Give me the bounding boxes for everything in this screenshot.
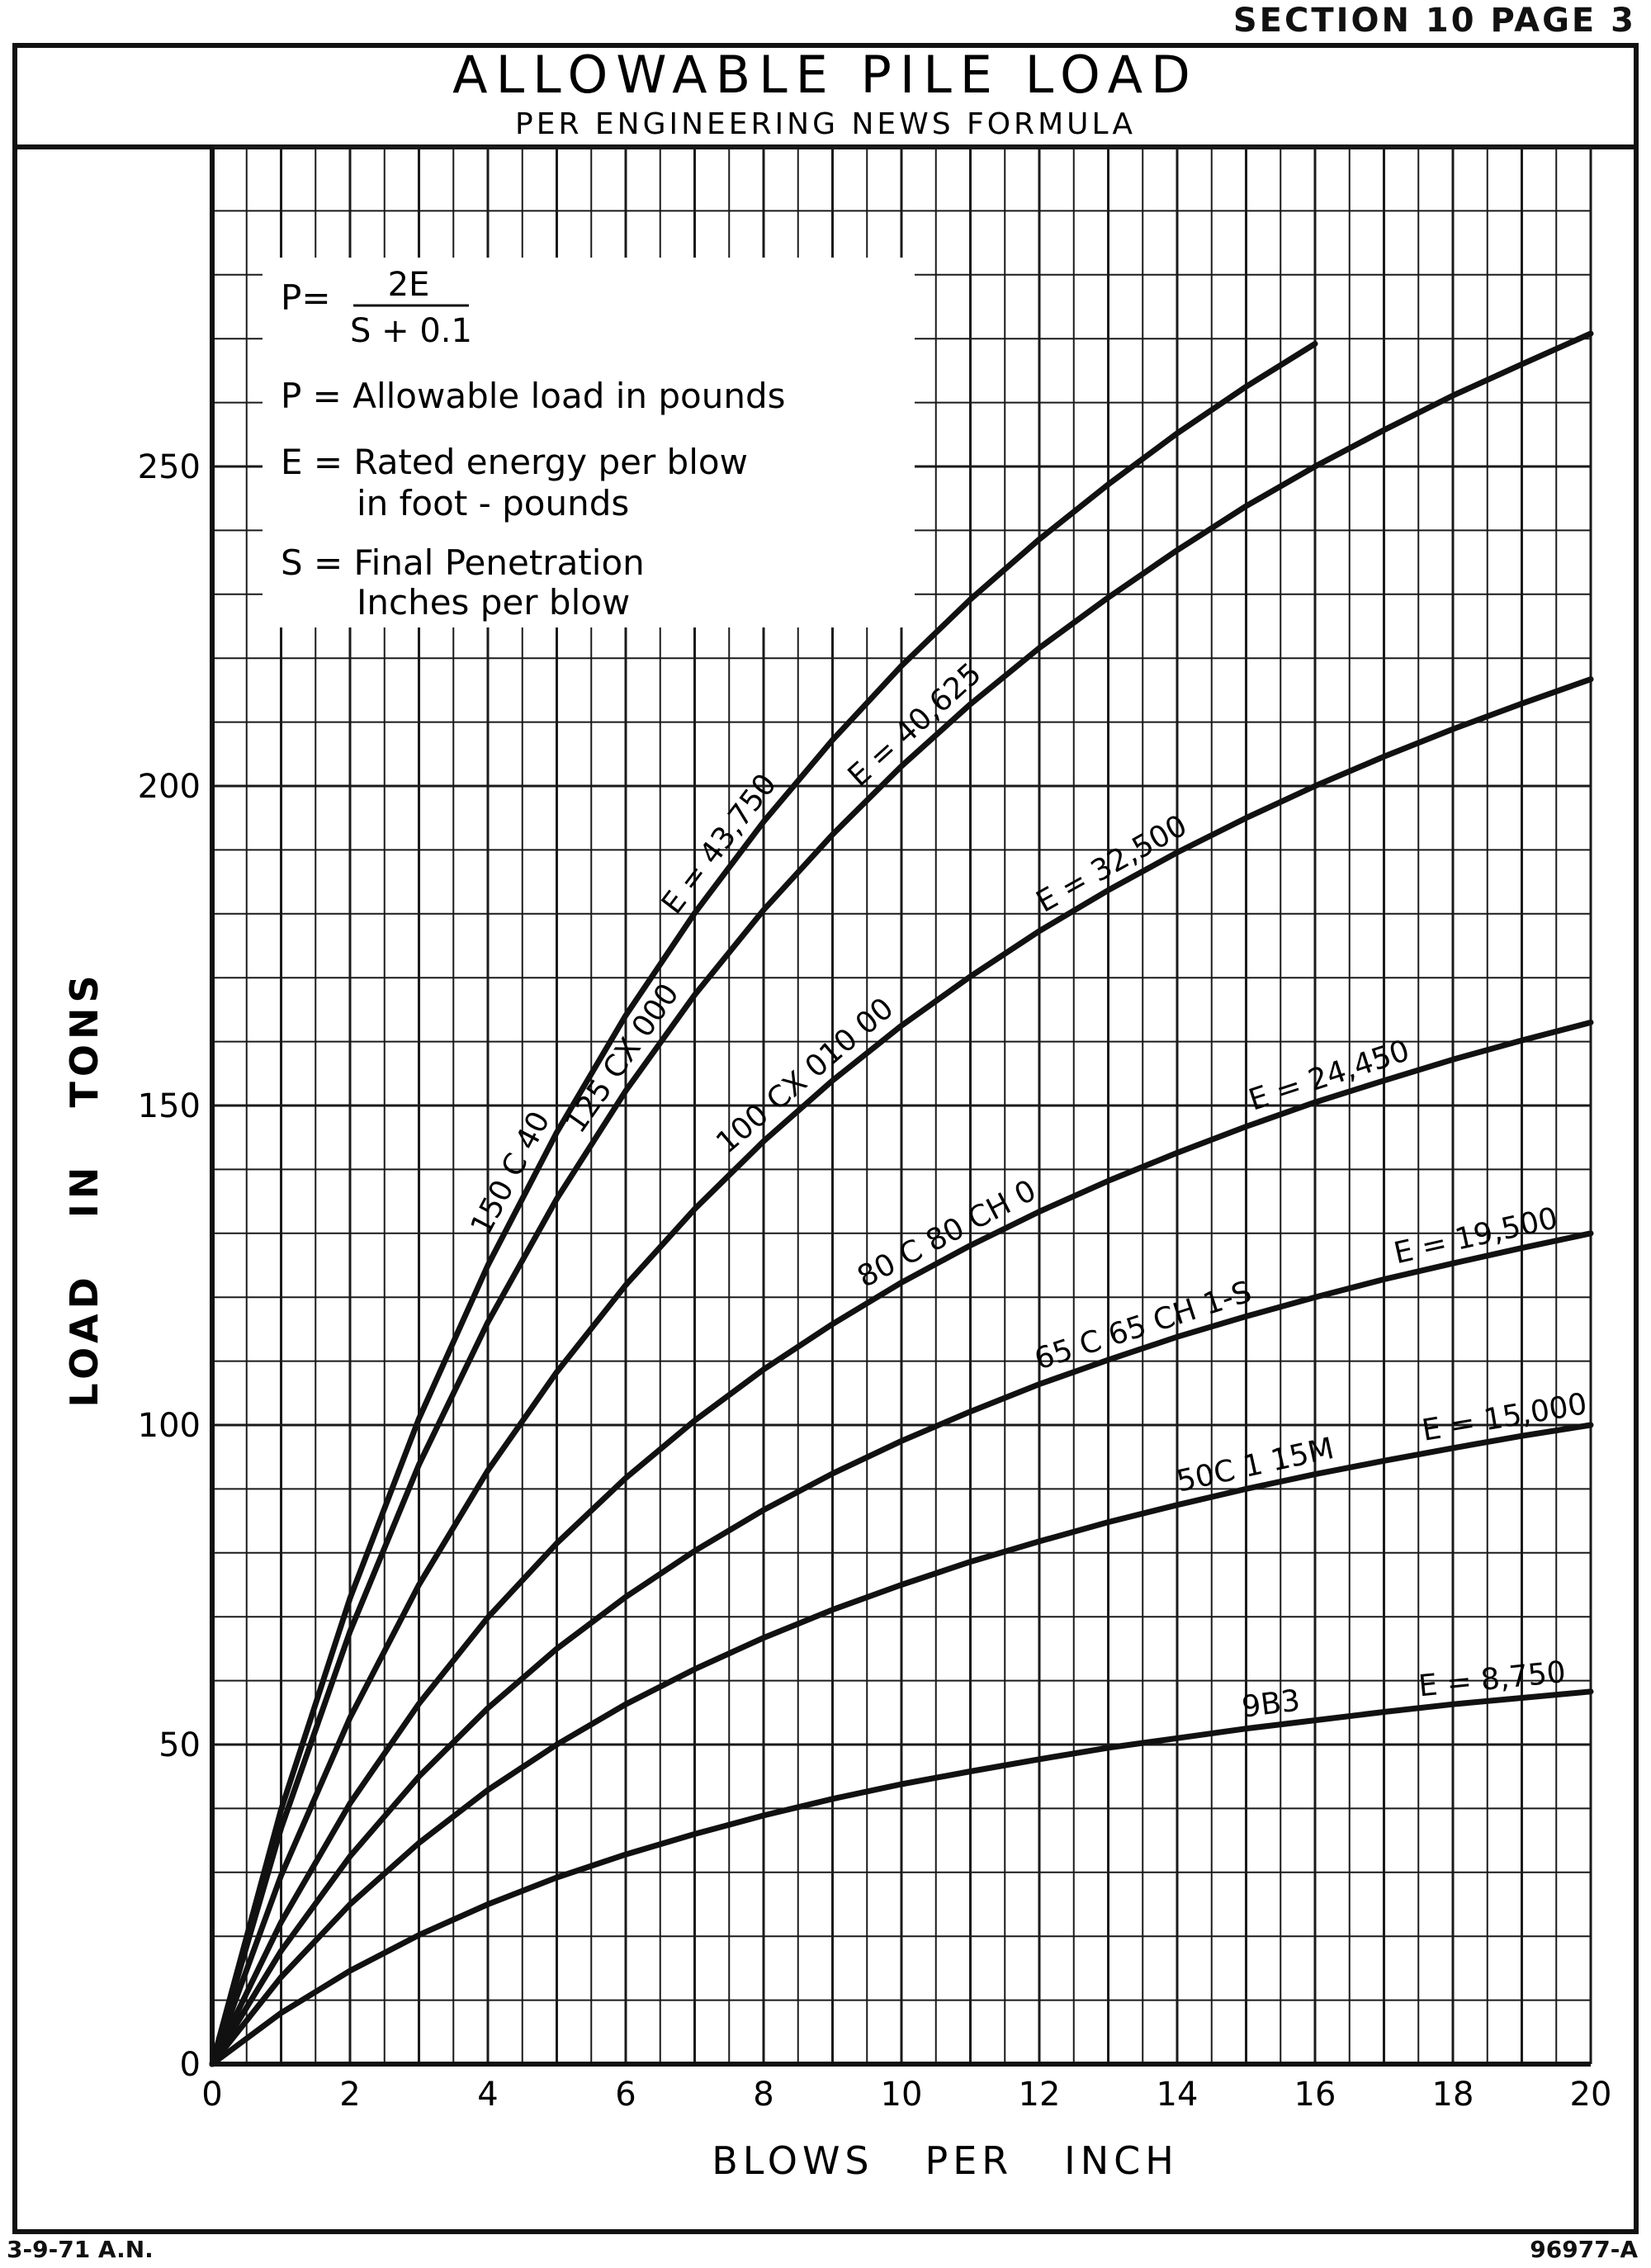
chart-title: ALLOWABLE PILE LOAD — [452, 45, 1199, 105]
y-axis-title: LOAD IN TONS — [62, 970, 106, 1408]
x-tick-label: 12 — [1018, 2076, 1061, 2114]
x-tick-label: 4 — [477, 2076, 499, 2114]
y-tick-label: 0 — [179, 2046, 201, 2084]
curve-model-label: 50C 1 15M — [1173, 1431, 1337, 1499]
y-tick-label: 200 — [137, 768, 201, 806]
x-tick-label: 20 — [1569, 2076, 1612, 2114]
x-axis-title: BLOWS PER INCH — [712, 2138, 1179, 2183]
formula-denominator: S + 0.1 — [350, 312, 472, 350]
x-tick-label: 6 — [615, 2076, 636, 2114]
curve-energy-label: E = 43,750 — [655, 767, 783, 921]
chart-subtitle: PER ENGINEERING NEWS FORMULA — [515, 107, 1136, 141]
footer-date: 3-9-71 A.N. — [7, 2236, 154, 2263]
curve-labels — [465, 656, 1590, 1725]
curve-energy-label: E = 8,750 — [1417, 1655, 1568, 1704]
curve-model-label: 125 CX 000 — [558, 978, 686, 1139]
y-tick-label: 250 — [137, 448, 201, 486]
x-tick-label: 8 — [753, 2076, 774, 2114]
section-page-label: SECTION 10 PAGE 3 — [1232, 2, 1636, 40]
curve-model-label: 150 C 40 — [464, 1106, 557, 1241]
formula-legend — [263, 258, 915, 627]
curve-energy-label: E = 32,500 — [1030, 808, 1193, 920]
curve-model-label: 80 C 80 CH 0 — [852, 1173, 1042, 1295]
curve-energy-label: E = 24,450 — [1244, 1034, 1414, 1118]
formula-numerator: 2E — [387, 266, 430, 304]
definition-s-line2: Inches per blow — [357, 582, 631, 623]
footer-drawing-number: 96977-A — [1530, 2236, 1638, 2263]
definition-s-line1: S = Final Penetration — [281, 542, 645, 583]
x-tick-label: 2 — [339, 2076, 361, 2114]
curve-model-label: 9B3 — [1240, 1683, 1303, 1725]
curve-energy-label: E = 15,000 — [1419, 1387, 1590, 1448]
x-tick-label: 10 — [880, 2076, 923, 2114]
curve-model-label: 100 CX 010 00 — [710, 991, 901, 1161]
x-tick-label: 18 — [1431, 2076, 1474, 2114]
definition-e-line1: E = Rated energy per blow — [281, 442, 748, 482]
x-tick-label: 0 — [201, 2076, 223, 2114]
definition-e-line2: in foot - pounds — [357, 483, 630, 523]
formula-p: P= — [281, 277, 331, 318]
curve-energy-label: E = 40,625 — [841, 656, 988, 793]
curve-energy-label: E = 19,500 — [1390, 1201, 1561, 1271]
y-tick-label: 100 — [137, 1407, 201, 1445]
definition-p: P = Allowable load in pounds — [281, 376, 786, 416]
y-tick-label: 50 — [158, 1726, 201, 1764]
y-tick-label: 150 — [137, 1087, 201, 1125]
x-tick-label: 16 — [1294, 2076, 1336, 2114]
x-tick-label: 14 — [1156, 2076, 1199, 2114]
curve-model-label: 65 C 65 CH 1-S — [1030, 1275, 1256, 1377]
